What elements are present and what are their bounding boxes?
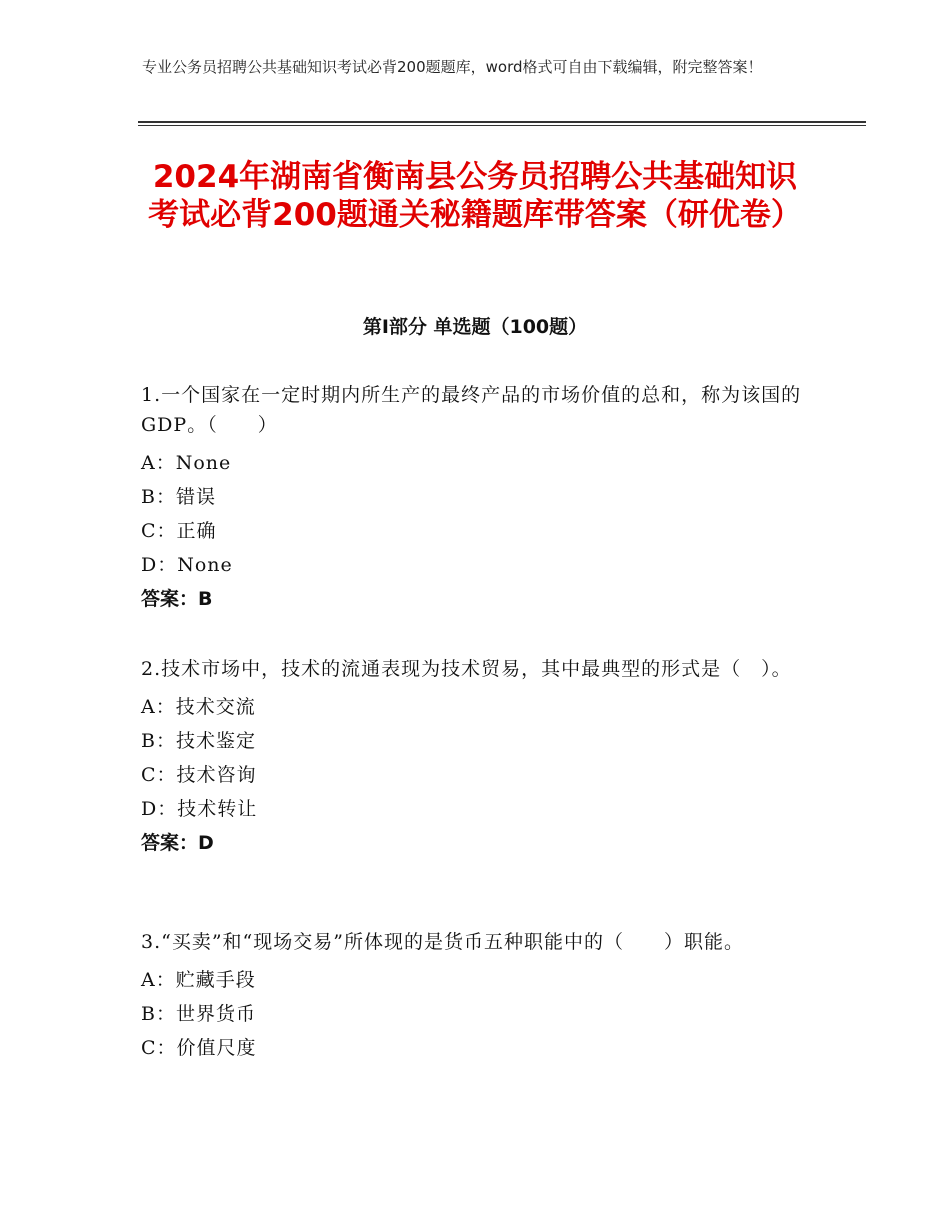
option-b: B：错误: [141, 486, 216, 508]
header-note: 专业公务员招聘公共基础知识考试必背200题题库，word格式可自由下载编辑，附完整答案！: [142, 58, 763, 76]
option-a: A：None: [141, 452, 232, 474]
question-stem: 1.一个国家在一定时期内所生产的最终产品的市场价值的总和，称为该国的GDP。（ ）: [141, 384, 802, 436]
option-c: C：正确: [141, 520, 217, 542]
answer-label: 答案：B: [141, 588, 213, 610]
option-a: A：技术交流: [141, 696, 256, 718]
question-1: [141, 380, 811, 616]
option-d: D：None: [141, 554, 233, 576]
option-d: D：技术转让: [141, 798, 258, 820]
answer-label: 答案：D: [141, 832, 214, 854]
option-a: A：贮藏手段: [141, 969, 256, 991]
header-divider-thick: [138, 121, 866, 123]
header-divider-thin: [138, 125, 866, 126]
question-2: [141, 654, 811, 860]
option-c: C：价值尺度: [141, 1037, 257, 1059]
question-3: [141, 927, 811, 1065]
option-c: C：技术咨询: [141, 764, 257, 786]
section-title: 第Ⅰ部分 单选题（100题）: [362, 316, 588, 338]
document-title: 2024年湖南省衡南县公务员招聘公共基础知识考试必背200题通关秘籍题库带答案（研优卷）: [148, 159, 802, 233]
option-b: B：技术鉴定: [141, 730, 256, 752]
option-b: B：世界货币: [141, 1003, 256, 1025]
question-stem: 3.“买卖”和“现场交易”所体现的是货币五种职能中的（ ）职能。: [141, 931, 744, 953]
question-stem: 2.技术市场中，技术的流通表现为技术贸易，其中最典型的形式是（ ）。: [141, 658, 792, 680]
